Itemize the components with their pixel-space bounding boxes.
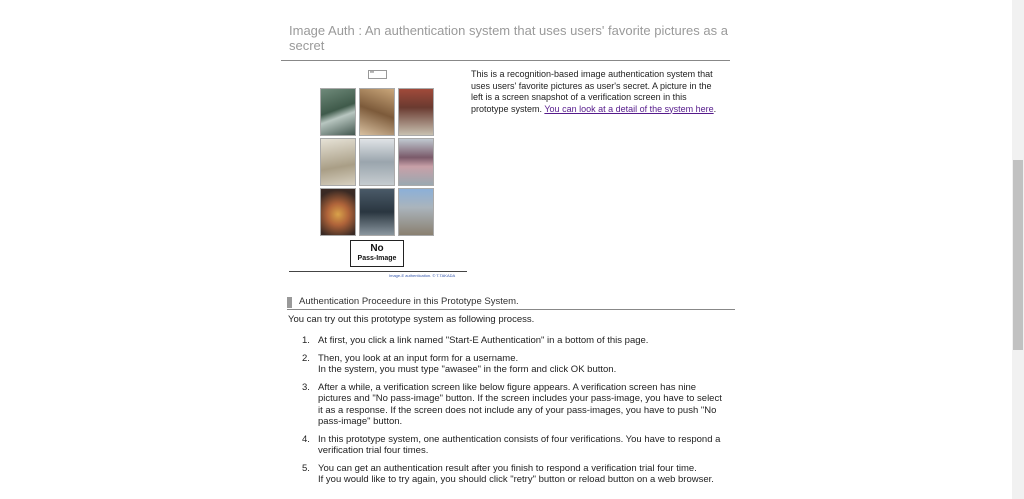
procedure-step (302, 335, 727, 347)
step-text: At first, you click a link named "Start-E Authentication" in a bottom of this page. (318, 335, 649, 346)
procedure-steps (302, 335, 727, 492)
scrollbar-thumb[interactable] (1013, 160, 1023, 350)
step-text: In this prototype system, one authentication consists of four verifications. You have to respond a verification trial four times. (318, 433, 721, 456)
description-paragraph (471, 69, 726, 115)
snapshot-image-tile (398, 138, 434, 186)
step-number: 2. (302, 352, 310, 364)
description-text: This is a recognition-based image authentication system that uses users' favorite pictures as user's secret. A picture in the left is a screen snapshot of a verification screen in this prototype system. (471, 69, 713, 114)
procedure-step (302, 353, 727, 376)
snapshot-input-field: ** (368, 70, 387, 79)
snapshot-image-tile (398, 188, 434, 236)
system-description (471, 69, 726, 115)
snapshot-image-tile (359, 138, 395, 186)
step-text: You can get an authentication result after you finish to respond a verification trial four time. (318, 462, 697, 474)
procedure-step (302, 382, 727, 428)
snapshot-image-tile (359, 188, 395, 236)
page-title: Image Auth : An authentication system that uses users' favorite pictures as a secret (289, 23, 728, 53)
snapshot-caption: Image-E authentication. © T.TAKADA (389, 273, 456, 278)
description-suffix: . (713, 103, 717, 114)
verification-screen-snapshot (289, 66, 469, 278)
no-pass-label-line2: Pass-Image (357, 255, 397, 262)
snapshot-image-tile (359, 88, 395, 136)
step-text: Then, you look at an input form for a username. (318, 352, 519, 364)
vertical-scrollbar[interactable] (1012, 0, 1024, 499)
step-number: 4. (302, 433, 310, 445)
procedure-step (302, 463, 727, 486)
step-text: In the system, you must type "awasee" in the form and click OK button. (318, 364, 617, 375)
no-pass-label-line1: No (370, 243, 384, 254)
step-number: 1. (302, 335, 310, 346)
section-heading-text: Authentication Proceedure in this Prototype System. (299, 296, 519, 307)
step-text: If you would like to try again, you should click "retry" button or reload button on a web browser. (318, 474, 714, 485)
snapshot-image-tile (320, 88, 356, 136)
section-heading (287, 296, 735, 310)
step-text: After a while, a verification screen like below figure appears. A verification screen has nine pictures and "No pass-image" button. If the screen includes your pass-image, you have to select it as a response. If the screen does not include any of your pass-images, you have to push "No pass-image" button. (318, 381, 722, 427)
procedure-step (302, 434, 727, 457)
snapshot-divider (289, 271, 467, 272)
section-heading-marker (287, 297, 292, 308)
snapshot-image-tile (398, 88, 434, 136)
system-detail-link[interactable]: You can look at a detail of the system here (544, 103, 714, 114)
snapshot-image-tile (320, 188, 356, 236)
title-divider (281, 60, 730, 61)
section-intro: You can try out this prototype system as following process. (288, 314, 535, 325)
snapshot-image-grid (320, 88, 435, 236)
step-number: 3. (302, 381, 310, 393)
no-pass-image-button (350, 240, 404, 267)
snapshot-image-tile (320, 138, 356, 186)
step-number: 5. (302, 462, 310, 474)
